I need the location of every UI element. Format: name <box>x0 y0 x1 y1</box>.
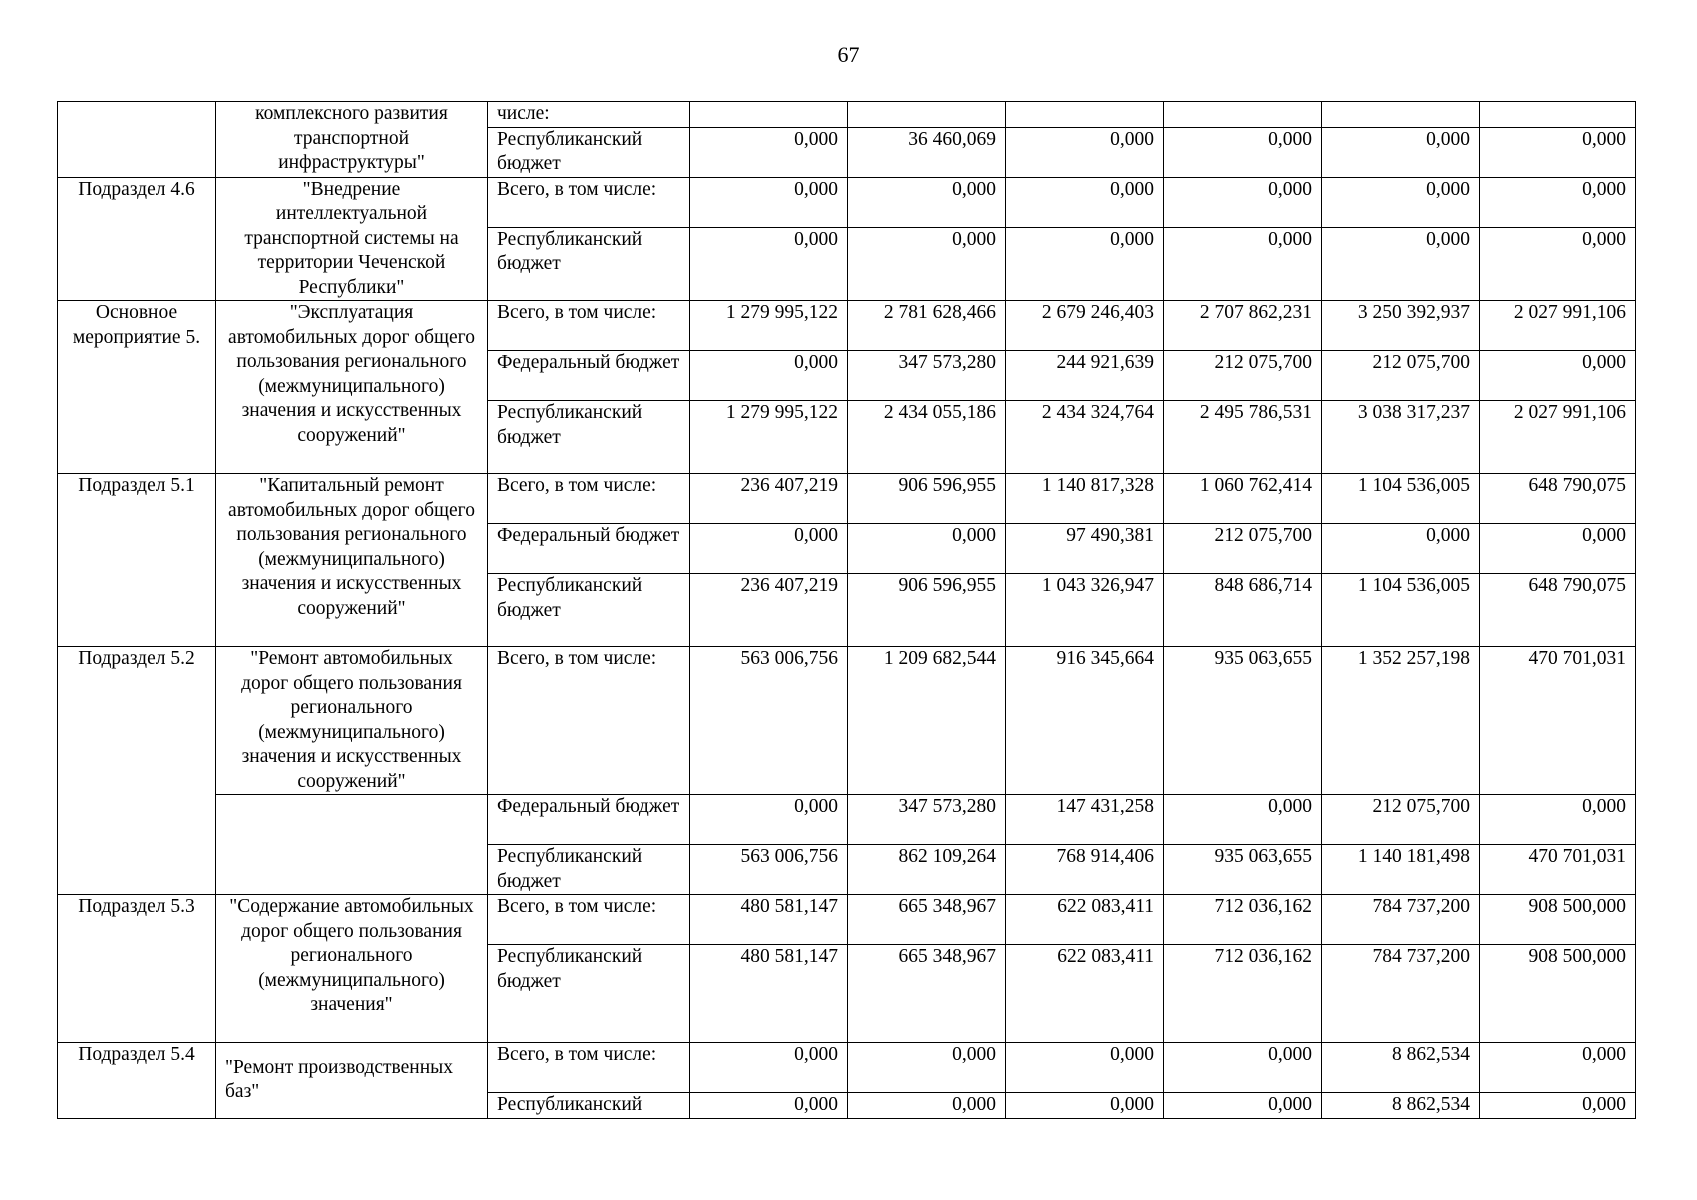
value-cell: 1 279 995,122 <box>690 401 848 474</box>
budget-table <box>57 101 1636 1119</box>
value-cell: 0,000 <box>1322 127 1480 177</box>
table-row <box>58 647 1636 795</box>
value-cell: 1 279 995,122 <box>690 301 848 351</box>
value-cell: 0,000 <box>1480 127 1636 177</box>
section-label: Подраздел 5.4 <box>58 1043 216 1119</box>
table-row <box>58 102 1636 128</box>
value-cell: 3 038 317,237 <box>1322 401 1480 474</box>
value-cell: 8 862,534 <box>1322 1043 1480 1093</box>
value-cell: 470 701,031 <box>1480 845 1636 895</box>
section-label: Основное мероприятие 5. <box>58 301 216 474</box>
value-cell: 848 686,714 <box>1164 574 1322 647</box>
value-cell: 244 921,639 <box>1006 351 1164 401</box>
source-federal-label: Федеральный бюджет <box>488 524 690 574</box>
value-cell: 1 104 536,005 <box>1322 574 1480 647</box>
value-cell: 0,000 <box>1480 351 1636 401</box>
value-cell: 0,000 <box>848 1093 1006 1119</box>
value-cell: 622 083,411 <box>1006 945 1164 1043</box>
value-cell: 147 431,258 <box>1006 795 1164 845</box>
value-cell: 0,000 <box>1164 227 1322 300</box>
value-cell: 784 737,200 <box>1322 945 1480 1043</box>
value-cell: 622 083,411 <box>1006 895 1164 945</box>
program-name: "Эксплуатация автомобильных дорог общего пользования регионального (межмуниципального) значения и искусственных сооружений" <box>216 301 488 474</box>
source-republic-label: Республиканский бюджет <box>488 227 690 300</box>
section-label: Подраздел 4.6 <box>58 177 216 301</box>
value-cell: 906 596,955 <box>848 474 1006 524</box>
table-row <box>58 1043 1636 1093</box>
value-cell: 0,000 <box>1480 524 1636 574</box>
value-cell: 1 043 326,947 <box>1006 574 1164 647</box>
value-cell: 480 581,147 <box>690 895 848 945</box>
value-cell: 916 345,664 <box>1006 647 1164 795</box>
value-cell: 0,000 <box>690 524 848 574</box>
source-total-label: Всего, в том числе: <box>488 177 690 227</box>
value-cell: 1 104 536,005 <box>1322 474 1480 524</box>
value-cell: 97 490,381 <box>1006 524 1164 574</box>
value-cell: 2 679 246,403 <box>1006 301 1164 351</box>
value-cell: 908 500,000 <box>1480 945 1636 1043</box>
value-cell: 648 790,075 <box>1480 474 1636 524</box>
value-cell: 0,000 <box>1480 1093 1636 1119</box>
value-cell: 0,000 <box>690 795 848 845</box>
value-cell: 563 006,756 <box>690 845 848 895</box>
program-name: "Капитальный ремонт автомобильных дорог общего пользования регионального (межмуниципального) значения и искусственных сооружений" <box>216 474 488 647</box>
value-cell: 0,000 <box>848 177 1006 227</box>
value-cell: 0,000 <box>1006 1093 1164 1119</box>
value-cell: 0,000 <box>1164 1043 1322 1093</box>
value-cell: 0,000 <box>848 524 1006 574</box>
source-republic-label: Республиканский бюджет <box>488 127 690 177</box>
program-name: "Внедрение интеллектуальной транспортной системы на территории Чеченской Республики" <box>216 177 488 301</box>
value-cell: 1 140 181,498 <box>1322 845 1480 895</box>
value-cell: 2 781 628,466 <box>848 301 1006 351</box>
value-cell: 0,000 <box>1164 177 1322 227</box>
value-cell: 212 075,700 <box>1322 351 1480 401</box>
source-total-label: Всего, в том числе: <box>488 1043 690 1093</box>
section-cell <box>58 102 216 178</box>
value-cell: 0,000 <box>1480 227 1636 300</box>
section-label: Подраздел 5.3 <box>58 895 216 1043</box>
value-cell: 935 063,655 <box>1164 845 1322 895</box>
table-row <box>58 795 1636 845</box>
value-cell: 768 914,406 <box>1006 845 1164 895</box>
source-total-label: Всего, в том числе: <box>488 895 690 945</box>
program-name: комплексного развития транспортной инфраструктуры" <box>216 102 488 178</box>
value-cell: 2 434 055,186 <box>848 401 1006 474</box>
source-federal-label: Федеральный бюджет <box>488 351 690 401</box>
value-cell: 0,000 <box>1006 127 1164 177</box>
value-cell: 563 006,756 <box>690 647 848 795</box>
value-cell: 0,000 <box>1322 227 1480 300</box>
value-cell: 935 063,655 <box>1164 647 1322 795</box>
value-cell: 862 109,264 <box>848 845 1006 895</box>
section-label: Подраздел 5.1 <box>58 474 216 647</box>
value-cell: 2 495 786,531 <box>1164 401 1322 474</box>
value-cell: 212 075,700 <box>1164 351 1322 401</box>
value-cell: 0,000 <box>848 1043 1006 1093</box>
value-cell: 0,000 <box>1164 795 1322 845</box>
value-cell: 0,000 <box>1322 524 1480 574</box>
table-row <box>58 177 1636 227</box>
value-cell: 236 407,219 <box>690 574 848 647</box>
value-cell: 470 701,031 <box>1480 647 1636 795</box>
value-cell: 2 027 991,106 <box>1480 401 1636 474</box>
source-republic-label: Республиканский бюджет <box>488 401 690 474</box>
value-cell: 1 209 682,544 <box>848 647 1006 795</box>
source-total-label: Всего, в том числе: <box>488 474 690 524</box>
value-cell: 3 250 392,937 <box>1322 301 1480 351</box>
value-cell: 712 036,162 <box>1164 945 1322 1043</box>
value-cell: 0,000 <box>1480 1043 1636 1093</box>
value-cell: 0,000 <box>848 227 1006 300</box>
source-total-label: числе: <box>488 102 690 128</box>
value-cell: 0,000 <box>690 1043 848 1093</box>
value-cell: 212 075,700 <box>1164 524 1322 574</box>
source-republic-label: Республиканский бюджет <box>488 574 690 647</box>
value-cell: 36 460,069 <box>848 127 1006 177</box>
value-cell: 0,000 <box>1164 1093 1322 1119</box>
value-cell: 1 140 817,328 <box>1006 474 1164 524</box>
program-name: "Ремонт производственных баз" <box>216 1043 488 1119</box>
value-cell: 212 075,700 <box>1322 795 1480 845</box>
value-cell: 665 348,967 <box>848 945 1006 1043</box>
value-cell: 8 862,534 <box>1322 1093 1480 1119</box>
value-cell: 347 573,280 <box>848 795 1006 845</box>
section-label: Подраздел 5.2 <box>58 647 216 895</box>
source-republic-label: Республиканский бюджет <box>488 945 690 1043</box>
value-cell: 712 036,162 <box>1164 895 1322 945</box>
table-row <box>58 474 1636 524</box>
value-cell: 0,000 <box>1006 1043 1164 1093</box>
source-republic-label: Республиканский бюджет <box>488 845 690 895</box>
value-cell: 480 581,147 <box>690 945 848 1043</box>
value-cell: 665 348,967 <box>848 895 1006 945</box>
value-cell: 2 027 991,106 <box>1480 301 1636 351</box>
value-cell: 2 707 862,231 <box>1164 301 1322 351</box>
value-cell: 236 407,219 <box>690 474 848 524</box>
value-cell: 648 790,075 <box>1480 574 1636 647</box>
source-federal-label: Федеральный бюджет <box>488 795 690 845</box>
value-cell: 1 060 762,414 <box>1164 474 1322 524</box>
program-name: "Содержание автомобильных дорог общего пользования регионального (межмуниципального) значения" <box>216 895 488 1043</box>
value-cell: 906 596,955 <box>848 574 1006 647</box>
table-row <box>58 301 1636 351</box>
page-number: 67 <box>837 42 860 67</box>
value-cell: 347 573,280 <box>848 351 1006 401</box>
source-total-label: Всего, в том числе: <box>488 647 690 795</box>
value-cell: 908 500,000 <box>1480 895 1636 945</box>
value-cell: 1 352 257,198 <box>1322 647 1480 795</box>
program-name: "Ремонт автомобильных дорог общего пользования регионального (межмуниципального) значения и искусственных сооружений" <box>216 647 488 795</box>
value-cell: 784 737,200 <box>1322 895 1480 945</box>
source-republic-label: Республиканский <box>488 1093 690 1119</box>
value-cell: 0,000 <box>1480 795 1636 845</box>
value-cell: 0,000 <box>1480 177 1636 227</box>
value-cell: 0,000 <box>690 227 848 300</box>
source-total-label: Всего, в том числе: <box>488 301 690 351</box>
program-name-empty <box>216 795 488 895</box>
value-cell: 0,000 <box>690 1093 848 1119</box>
value-cell: 0,000 <box>690 177 848 227</box>
value-cell: 0,000 <box>1164 127 1322 177</box>
value-cell: 0,000 <box>690 351 848 401</box>
table-row <box>58 895 1636 945</box>
value-cell: 0,000 <box>1006 177 1164 227</box>
value-cell: 0,000 <box>690 127 848 177</box>
value-cell: 2 434 324,764 <box>1006 401 1164 474</box>
value-cell: 0,000 <box>1322 177 1480 227</box>
value-cell: 0,000 <box>1006 227 1164 300</box>
